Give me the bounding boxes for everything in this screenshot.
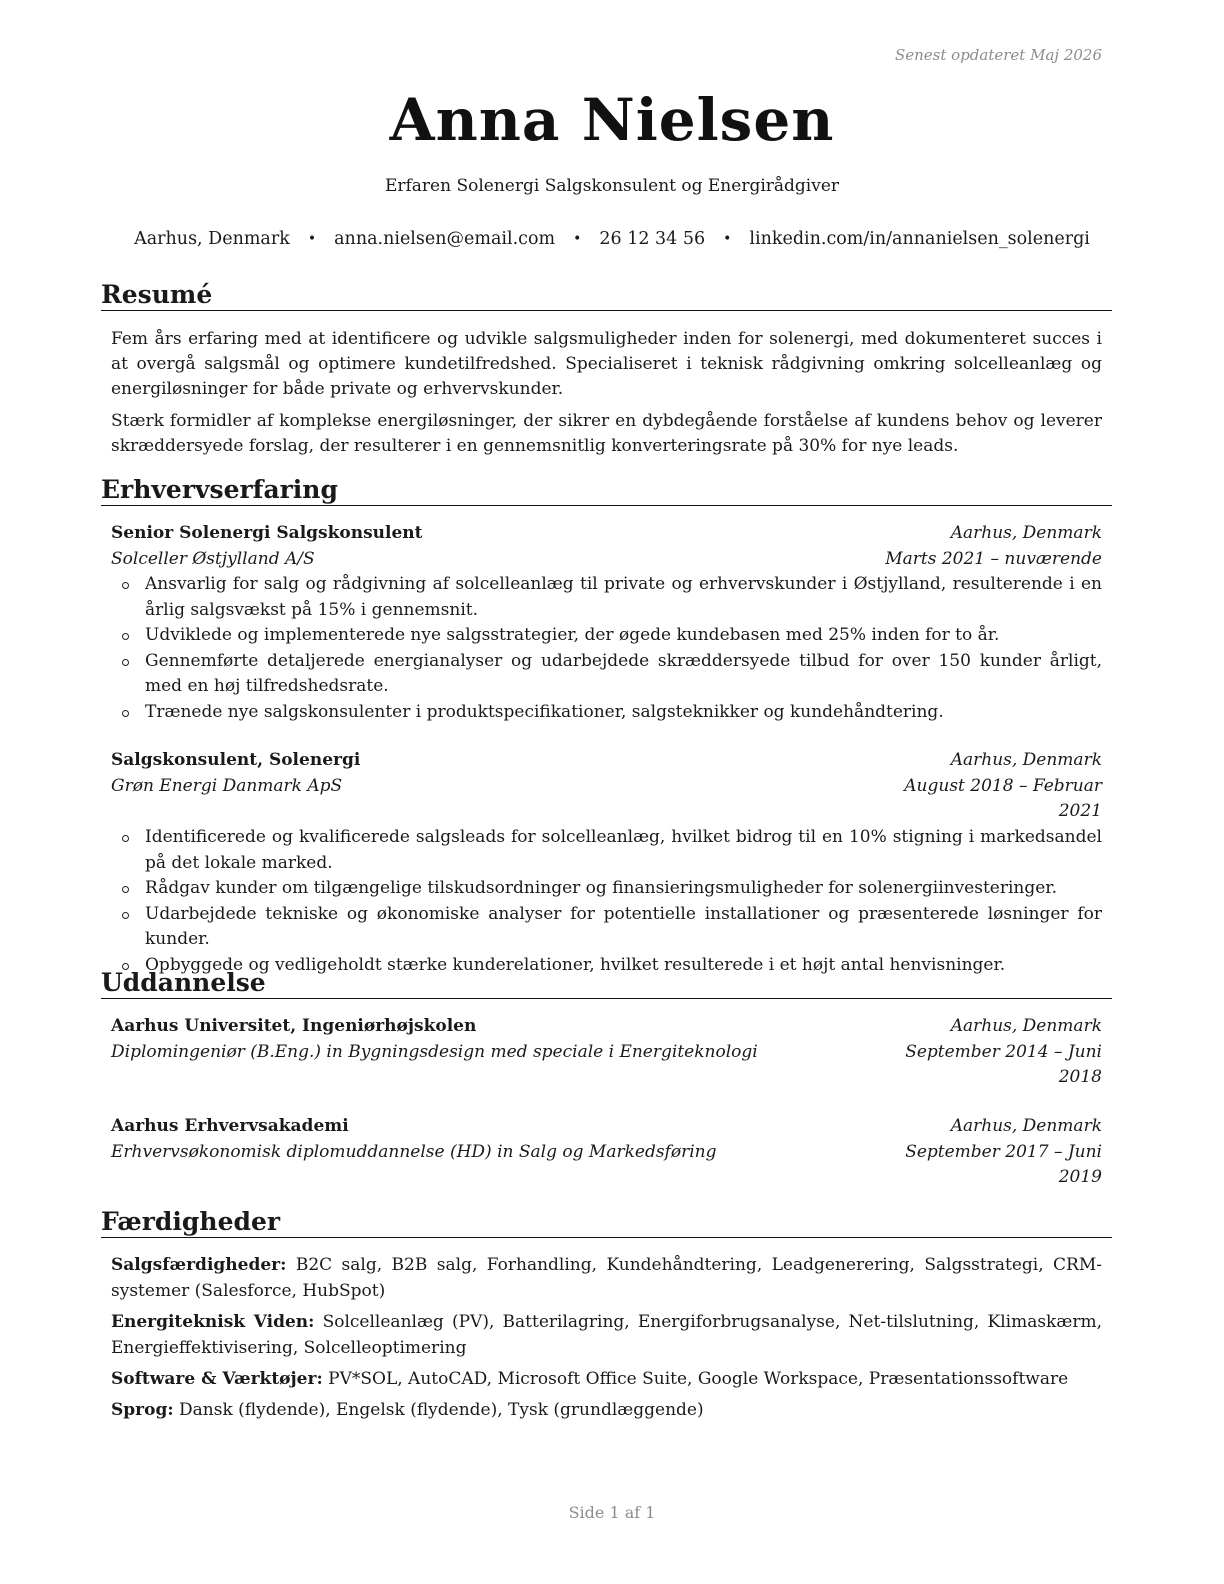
job-bullet: Udviklede og implementerede nye salgsstrategier, der øgede kundebasen med 25% inden for to år. (111, 623, 1102, 649)
education-degree: Erhvervsøkonomisk diplomuddannelse (HD) in Salg og Markedsføring (111, 1142, 717, 1162)
skill-values: Dansk (flydende), Engelsk (flydende), Tysk (grundlæggende) (179, 1400, 704, 1420)
separator-dot: • (307, 231, 317, 247)
job-bullet: Ansvarlig for salg og rådgivning af solcelleanlæg til private og erhvervskunder i Østjylland, resulterende i en årlig salgsvækst på 15% i gennemsnit. (111, 572, 1102, 623)
separator-dot: • (573, 231, 582, 247)
skill-group (111, 1310, 1102, 1361)
contact-line (0, 229, 1224, 249)
job-bullet: Opbyggede og vedligeholdt stærke kunderelationer, hvilket resulterede i et højt antal henvisninger. (111, 953, 1102, 979)
job-bullet: Trænede nye salgskonsulenter i produktspecifikationer, salgsteknikker og kundehåndtering. (111, 700, 1102, 726)
skill-group (111, 1367, 1102, 1393)
section-title-skills: Færdigheder (101, 1207, 1112, 1238)
contact-linkedin[interactable]: linkedin.com/in/annanielsen_solenergi (749, 229, 1090, 249)
section-title-summary: Resumé (101, 280, 1112, 311)
contact-phone: 26 12 34 56 (599, 229, 706, 249)
job-dates: August 2018 – Februar 2021 (904, 776, 1102, 821)
skill-group (111, 1398, 1102, 1424)
summary-paragraph: Fem års erfaring med at identificere og udvikle salgsmuligheder inden for solenergi, med dokumenteret succes i at overgå salgsmål og optimere kundetilfredshed. Specialiseret i teknisk rådgivning omkring solcelleanlæg og energiløsninger for både private og erhvervskunder. (111, 329, 1102, 399)
education-school: Aarhus Erhvervsakademi (111, 1116, 349, 1136)
job-bullet: Rådgav kunder om tilgængelige tilskudsordninger og finansieringsmuligheder for solenergiinvesteringer. (111, 876, 1102, 902)
skill-values: Solcelleanlæg (PV), Batterilagring, Energiforbrugsanalyse, Net-tilslutning, Klimaskærm, Energieffektivisering, Solcelleoptimering (111, 1312, 1102, 1358)
job-bullet: Udarbejdede tekniske og økonomiske analyser for potentielle installationer og præsenterede løsninger for kunder. (111, 902, 1102, 953)
candidate-name: Anna Nielsen (389, 86, 835, 154)
education-dates: September 2017 – Juni 2019 (905, 1142, 1102, 1187)
contact-email[interactable]: anna.nielsen@email.com (334, 229, 556, 249)
section-title-education: Uddannelse (101, 968, 1112, 999)
job-bullets (111, 825, 1102, 978)
job-location: Aarhus, Denmark (950, 750, 1102, 770)
job-bullets (111, 572, 1102, 725)
job-company: Grøn Energi Danmark ApS (111, 776, 343, 796)
separator-dot: • (723, 231, 732, 247)
summary-paragraph: Stærk formidler af komplekse energiløsninger, der sikrer en dybdegående forståelse af kundens behov og leverer skræddersyede forslag, der resulterer i en gennemsnitlig konverteringsrate på 30% for nye leads. (111, 411, 1102, 456)
job-bullet: Identificerede og kvalificerede salgsleads for solcelleanlæg, hvilket bidrog til en 10% stigning i markedsandel på det lokale marked. (111, 825, 1102, 876)
last-updated: Senest opdateret Maj 2026 (894, 46, 1102, 64)
education-degree: Diplomingeniør (B.Eng.) in Bygningsdesign med speciale i Energiteknologi (111, 1042, 758, 1062)
skill-label: Salgsfærdigheder: (111, 1255, 287, 1275)
job-role: Salgskonsulent, Solenergi (111, 750, 361, 770)
skill-group (111, 1253, 1102, 1304)
job-bullet: Gennemførte detaljerede energianalyser og udarbejdede skræddersyede tilbud for over 150 kunder årligt, med en høj tilfredshedsrate. (111, 649, 1102, 700)
section-title-experience: Erhvervserfaring (101, 475, 1112, 506)
contact-location: Aarhus, Denmark (134, 229, 290, 249)
skill-values: PV*SOL, AutoCAD, Microsoft Office Suite, Google Workspace, Præsentationssoftware (328, 1369, 1069, 1389)
job-dates: Marts 2021 – nuværende (885, 549, 1102, 569)
job-location: Aarhus, Denmark (950, 523, 1102, 543)
skill-label: Sprog: (111, 1400, 174, 1420)
page-number: Side 1 af 1 (568, 1503, 656, 1522)
skill-label: Software & Værktøjer: (111, 1369, 323, 1389)
skill-values: B2C salg, B2B salg, Forhandling, Kundehåndtering, Leadgenerering, Salgsstrategi, CRM-systemer (Salesforce, HubSpot) (111, 1255, 1102, 1301)
education-location: Aarhus, Denmark (950, 1016, 1102, 1036)
job-company: Solceller Østjylland A/S (111, 549, 315, 569)
skill-label: Energiteknisk Viden: (111, 1312, 315, 1332)
education-location: Aarhus, Denmark (950, 1116, 1102, 1136)
education-dates: September 2014 – Juni 2018 (905, 1042, 1102, 1087)
tagline: Erfaren Solenergi Salgskonsulent og Energirådgiver (384, 176, 840, 196)
education-school: Aarhus Universitet, Ingeniørhøjskolen (111, 1016, 477, 1036)
job-role: Senior Solenergi Salgskonsulent (111, 523, 423, 543)
